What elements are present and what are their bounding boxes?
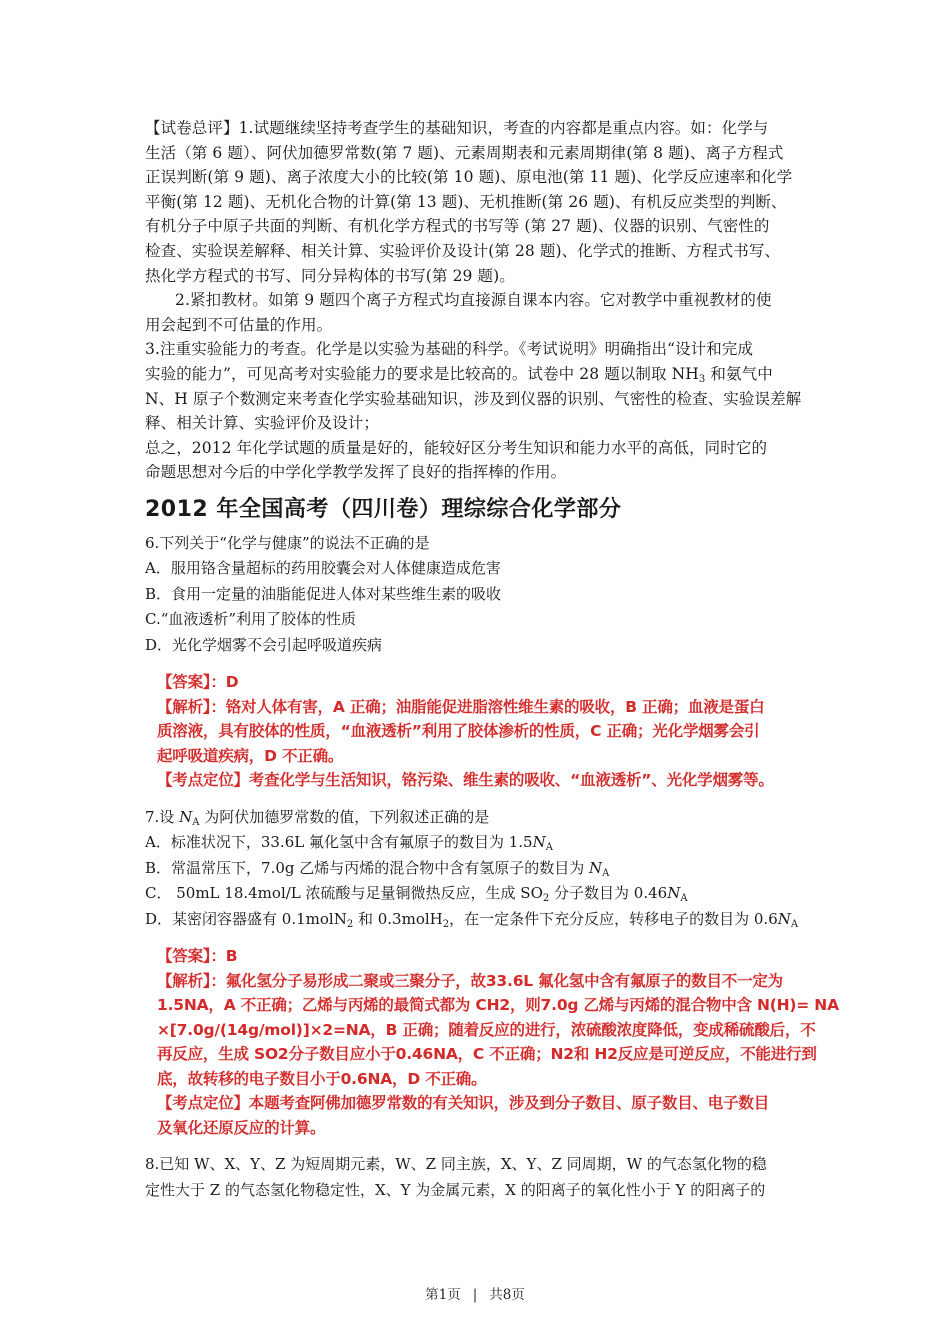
symbol-n: N xyxy=(179,807,193,826)
summary-line: 热化学方程式的书写、同分异构体的书写(第 29 题)。 xyxy=(145,266,515,285)
subscript: 2 xyxy=(346,918,354,930)
exam-summary xyxy=(145,116,817,485)
analysis-line: 1.5NA，A 不正确；乙烯与丙烯的最简式都为 CH2，则7.0g 乙烯与丙烯的混合物中含 N(H)= NA xyxy=(157,996,839,1015)
summary-line: 检查、实验误差解释、相关计算、实验评价及设计(第 28 题)、化学式的推断、方程式书写、 xyxy=(145,241,781,260)
question-option xyxy=(145,856,817,882)
question-option: A．服用铬含量超标的药用胶囊会对人体健康造成危害 xyxy=(145,559,501,578)
symbol-n: N xyxy=(667,884,681,903)
subscript: A xyxy=(602,867,610,879)
summary-point-2: 2.紧扣教材。如第 9 题四个离子方程式均直接源自课本内容。它对教学中重视教材的使 xyxy=(175,291,772,310)
analysis-line: 【解析】：铬对人体有害，A 正确；油脂能促进脂溶性维生素的吸收，B 正确；血液是蛋白 xyxy=(157,697,765,716)
question-stem: 8.已知 W、X、Y、Z 为短周期元素，W、Z 同主族，X、Y、Z 同周期，W 的气态氢化物的稳 xyxy=(145,1155,767,1174)
question-option xyxy=(145,907,817,933)
text-run: 7.设 xyxy=(145,807,180,826)
question-option xyxy=(145,830,817,856)
subscript: A xyxy=(545,842,553,854)
question-stem xyxy=(145,805,817,831)
text-run: 实验的能力”，可见高考对实验能力的要求是比较高的。试卷中 28 题以制取 NH xyxy=(145,364,699,383)
answer-line: 【答案】：B xyxy=(157,947,238,966)
summary-point-3 xyxy=(145,362,817,387)
summary-conclusion: 命题思想对今后的中学化学教学发挥了良好的指挥棒的作用。 xyxy=(145,463,567,482)
page-content xyxy=(145,116,839,1203)
question-option: C.“血液透析”利用了胶体的性质 xyxy=(145,610,357,629)
spacer xyxy=(145,658,817,670)
question-option: B．食用一定量的油脂能促进人体对某些维生素的吸收 xyxy=(145,584,502,603)
question-option xyxy=(145,881,817,907)
summary-line: 正误判断(第 9 题)、离子浓度大小的比较(第 10 题)、原电池(第 11 题)、化学反应速率和化学 xyxy=(145,168,793,187)
text-run: 为阿伏加德罗常数的值，下列叙述正确的是 xyxy=(199,807,490,826)
knowledge-point: 及氧化还原反应的计算。 xyxy=(157,1118,326,1137)
summary-line: 有机分子中原子共面的判断、有机化学方程式的书写等 (第 27 题)、仪器的识别、气密性的 xyxy=(145,217,770,236)
summary-point-3: N、H 原子个数测定来考查化学实验基础知识，涉及到仪器的识别、气密性的检查、实验误差解 xyxy=(145,389,802,408)
analysis-line: 质溶液，具有胶体的性质，“血液透析”利用了胶体渗析的性质，C 正确；光化学烟雾会引 xyxy=(157,722,760,741)
text-run: ，在一定条件下充分反应，转移电子的数目为 0.6 xyxy=(449,909,778,928)
subscript: A xyxy=(680,893,688,905)
analysis-line: 起呼吸道疾病，D 不正确。 xyxy=(157,746,344,765)
question-7 xyxy=(145,805,839,1141)
subscript: 3 xyxy=(698,373,706,385)
subscript: 2 xyxy=(442,918,450,930)
summary-line: 【试卷总评】1.试题继续坚持考查学生的基础知识，考查的内容都是重点内容。如：化学与 xyxy=(145,119,769,137)
question-8 xyxy=(145,1152,817,1203)
spacer xyxy=(145,1140,817,1152)
text-run: A．标准状况下，33.6L 氟化氢中含有氟原子的数目为 1.5 xyxy=(145,833,533,852)
text-run: 分子数目为 0.46 xyxy=(549,884,668,903)
question-stem: 6.下列关于“化学与健康”的说法不正确的是 xyxy=(145,533,430,552)
section-heading: 2012 年全国高考（四川卷）理综综合化学部分 xyxy=(145,496,622,522)
question-6 xyxy=(145,531,817,793)
analysis-line: 再反应，生成 SO2分子数目应小于0.46NA，C 不正确；N2和 H2反应是可逆反应，不能进行到 xyxy=(157,1045,817,1064)
text-run: B．常温常压下，7.0g 乙烯与丙烯的混合物中含有氢原子的数目为 xyxy=(145,858,590,877)
summary-line: 平衡(第 12 题)、无机化合物的计算(第 13 题)、无机推断(第 26 题)、有机反应类型的判断、 xyxy=(145,192,787,211)
subscript: A xyxy=(790,918,799,930)
symbol-n: N xyxy=(532,833,546,852)
analysis-line: 底，故转移的电子数目小于0.6NA，D 不正确。 xyxy=(157,1069,487,1088)
spacer xyxy=(145,932,817,944)
text-run: D．某密闭容器盛有 0.1molN xyxy=(145,909,347,928)
question-stem: 定性大于 Z 的气态氢化物稳定性，X、Y 为金属元素，X 的阳离子的氧化性小于 Y 的阳离子的 xyxy=(145,1180,766,1199)
answer-line: 【答案】：D xyxy=(157,673,239,692)
summary-line: 生活（第 6 题）、阿伏加德罗常数(第 7 题)、元素周期表和元素周期律(第 8 题)、离子方程式 xyxy=(145,143,784,162)
summary-conclusion: 总之，2012 年化学试题的质量是好的，能较好区分考生知识和能力水平的高低，同时它的 xyxy=(145,438,768,457)
symbol-n: N xyxy=(777,909,791,928)
subscript: 2 xyxy=(542,893,550,905)
summary-point-3: 3.注重实验能力的考查。化学是以实验为基础的科学。《考试说明》明确指出“设计和完成 xyxy=(145,340,754,359)
analysis-line: 【解析】：氟化氢分子易形成二聚或三聚分子，故33.6L 氟化氢中含有氟原子的数目不一定为 xyxy=(157,971,783,990)
page-total: 共8页 xyxy=(489,1287,525,1303)
question-option: D．光化学烟雾不会引起呼吸道疾病 xyxy=(145,635,383,654)
spacer xyxy=(145,793,817,805)
knowledge-point: 【考点定位】本题考查阿佛加德罗常数的有关知识，涉及到分子数目、原子数目、电子数目 xyxy=(157,1094,770,1113)
summary-point-3: 释、相关计算、实验评价及设计； xyxy=(145,414,380,433)
knowledge-point: 【考点定位】考查化学与生活知识，铬污染、维生素的吸收、“血液透析”、光化学烟雾等。 xyxy=(157,771,774,790)
text-run: 和氨气中 xyxy=(705,364,773,383)
footer-separator: | xyxy=(472,1287,478,1303)
symbol-n: N xyxy=(589,858,603,877)
text-run: 和 0.3molH xyxy=(353,909,443,928)
text-run: C． 50mL 18.4mol/L 浓硫酸与足量铜微热反应，生成 SO xyxy=(145,884,543,903)
summary-point-2: 用会起到不可估量的作用。 xyxy=(145,315,333,334)
analysis-line: ×[7.0g/(14g/mol)]×2=NA，B 正确；随着反应的进行，浓硫酸浓度降低，变成稀硫酸后，不 xyxy=(157,1020,816,1039)
subscript: A xyxy=(192,816,200,828)
page-number: 第1页 xyxy=(425,1287,461,1303)
page-footer xyxy=(0,1283,950,1303)
